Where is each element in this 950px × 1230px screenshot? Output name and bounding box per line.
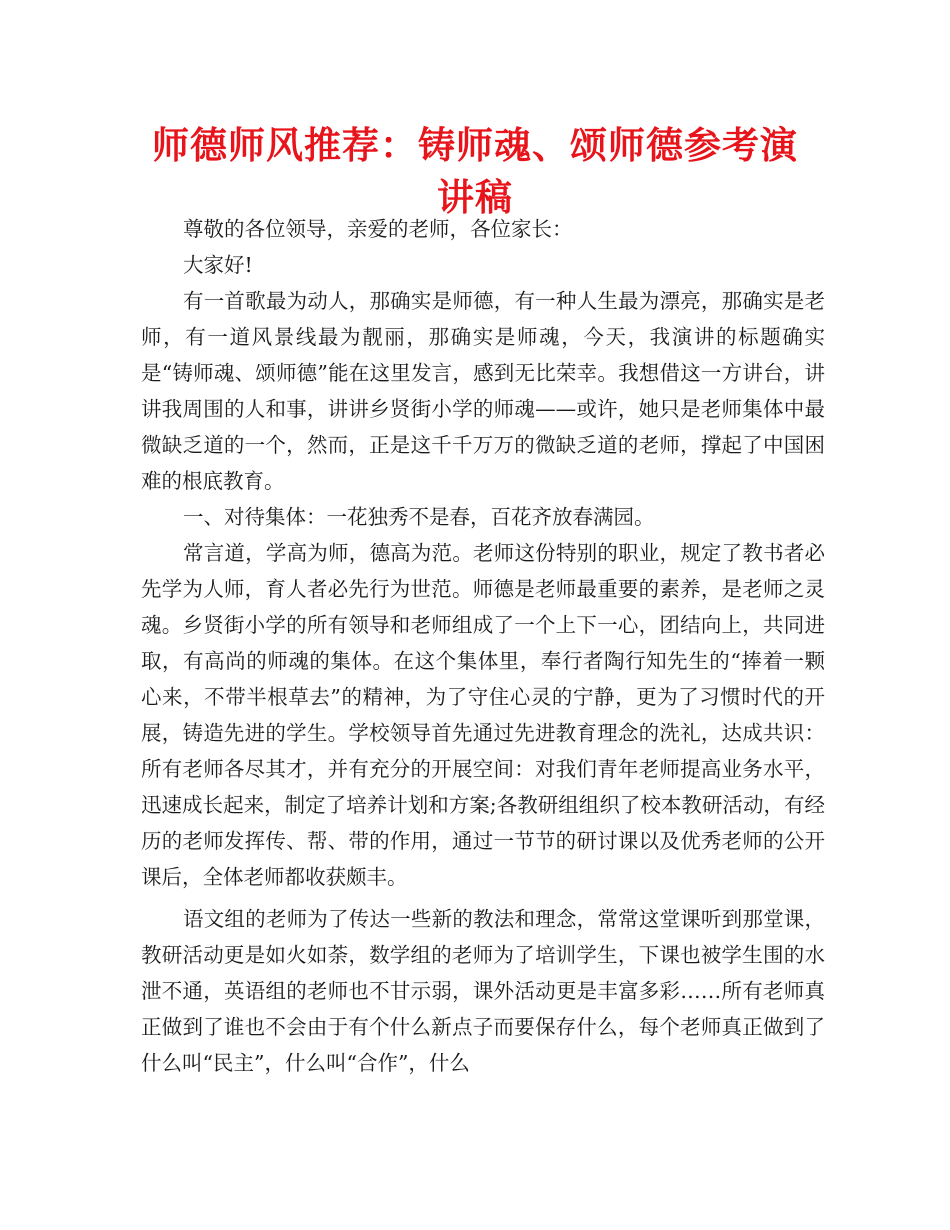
teachers-paragraph: 语文组的老师为了传达一些新的教法和理念，常常这堂课听到那堂课，教研活动更是如火如荼，数学组的老师为了培训学生，下课也被学生围的水泄不通，英语组的老师也不甘示弱，课外活动更是丰富多彩……所有老师真正做到了谁也不会由于有个什么新点子而要保存什么，每个老师真正做到了什么叫“民主”，什么叫“合作”，什么 (141, 907, 825, 1075)
collective-paragraph: 常言道，学高为师，德高为范。老师这份特别的职业，规定了教书者必先学为人师，育人者必先行为世范。师德是老师最重要的素养，是老师之灵魂。乡贤街小学的所有领导和老师组成了一个上下一心，团结向上，共同进取，有高尚的师魂的集体。在这个集体里，奉行者陶行知先生的“捧着一颗心来，不带半根草去”的精神，为了守住心灵的宁静，更为了习惯时代的开展，铸造先进的学生。学校领导首先通过先进教育理念的洗礼，达成共识：所有老师各尽其才，并有充分的开展空间：对我们青年老师提高业务水平，迅速成长起来，制定了培养计划和方案;各教研组组织了校本教研活动，有经历的老师发挥传、帮、带的作用，通过一节节的研讨课以及优秀老师的公开课后，全体老师都收获颇丰。 (141, 541, 825, 889)
document-title: 师德师风推荐：铸师魂、颂师德参考演讲稿 (152, 124, 798, 219)
document-body (141, 211, 825, 1081)
hello-paragraph: 大家好! (183, 253, 253, 277)
section-heading: 一、对待集体：一花独秀不是春，百花齐放春满园。 (183, 505, 655, 529)
intro-paragraph: 有一首歌最为动人，那确实是师德，有一种人生最为漂亮，那确实是老师，有一道风景线最为靓丽，那确实是师魂，今天，我演讲的标题确实是“铸师魂、颂师德”能在这里发言，感到无比荣幸。我想借这一方讲台，讲讲我周围的人和事，讲讲乡贤街小学的师魂——或许，她只是老师集体中最微缺乏道的一个，然而，正是这千千万万的微缺乏道的老师，撑起了中国困难的根底教育。 (141, 289, 825, 493)
greeting-paragraph: 尊敬的各位领导，亲爱的老师，各位家长： (183, 217, 573, 241)
